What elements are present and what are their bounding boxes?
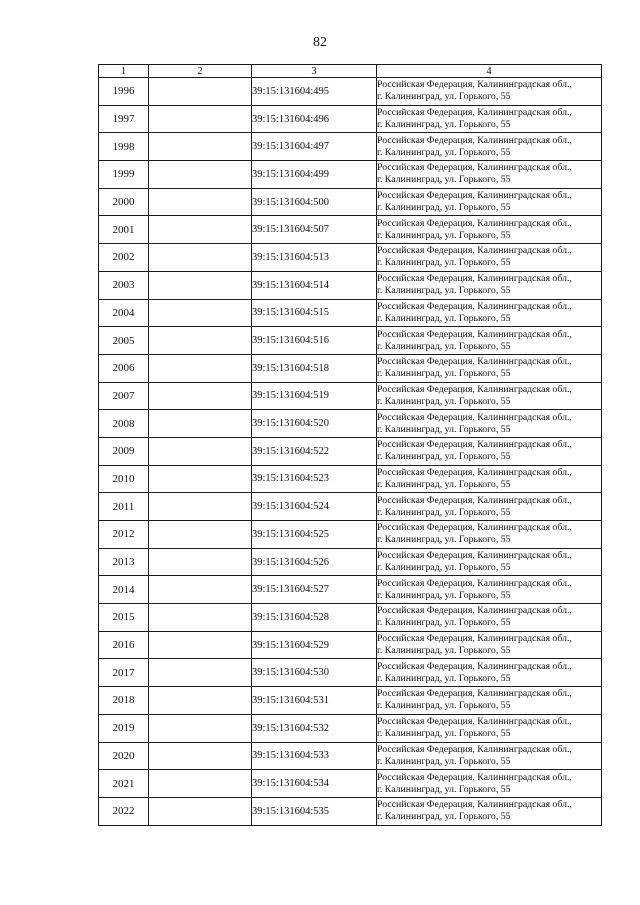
address-line-2: г. Калининград, ул. Горького, 55 — [377, 119, 511, 131]
address-line-2: г. Калининград, ул. Горького, 55 — [377, 645, 511, 657]
cadastral-number-cell: 39:15:131604:522 — [252, 437, 377, 465]
cadastral-number-cell: 39:15:131604:528 — [252, 604, 377, 632]
row-number-cell: 2014 — [99, 576, 149, 604]
cadastral-number-cell: 39:15:131604:513 — [252, 244, 377, 272]
address-line-2: г. Калининград, ул. Горького, 55 — [377, 617, 511, 629]
table-row — [99, 687, 602, 715]
address-cell — [377, 576, 602, 604]
table-row — [99, 576, 602, 604]
address-line-1: Российская Федерация, Калининградская обл., — [377, 273, 572, 285]
address-line-1: Российская Федерация, Калининградская обл., — [377, 356, 572, 368]
table-row — [99, 78, 602, 106]
row-number-cell: 2004 — [99, 299, 149, 327]
header-col-3: 3 — [252, 65, 377, 78]
row-number-cell: 2013 — [99, 548, 149, 576]
address-cell — [377, 105, 602, 133]
row-number-cell: 2008 — [99, 410, 149, 438]
table-row — [99, 631, 602, 659]
row-number-cell: 2010 — [99, 465, 149, 493]
empty-cell — [149, 105, 252, 133]
address-line-1: Российская Федерация, Калининградская обл., — [377, 522, 572, 534]
registry-table — [98, 64, 602, 826]
address-line-2: г. Калининград, ул. Горького, 55 — [377, 91, 511, 103]
empty-cell — [149, 631, 252, 659]
address-cell — [377, 382, 602, 410]
address-cell — [377, 327, 602, 355]
address-line-2: г. Калининград, ул. Горького, 55 — [377, 395, 511, 407]
empty-cell — [149, 797, 252, 825]
table-row — [99, 382, 602, 410]
empty-cell — [149, 133, 252, 161]
address-line-2: г. Калининград, ул. Горького, 55 — [377, 783, 511, 795]
cadastral-number-cell: 39:15:131604:530 — [252, 659, 377, 687]
empty-cell — [149, 410, 252, 438]
cadastral-number-cell: 39:15:131604:527 — [252, 576, 377, 604]
table-row — [99, 161, 602, 189]
address-cell — [377, 797, 602, 825]
address-line-2: г. Калининград, ул. Горького, 55 — [377, 562, 511, 574]
table-row — [99, 465, 602, 493]
address-line-2: г. Калининград, ул. Горького, 55 — [377, 174, 511, 186]
table-header — [99, 65, 602, 78]
empty-cell — [149, 437, 252, 465]
address-line-2: г. Калининград, ул. Горького, 55 — [377, 285, 511, 297]
cadastral-number-cell: 39:15:131604:535 — [252, 797, 377, 825]
address-line-2: г. Калининград, ул. Горького, 55 — [377, 506, 511, 518]
address-line-2: г. Калининград, ул. Горького, 55 — [377, 700, 511, 712]
empty-cell — [149, 493, 252, 521]
address-line-1: Российская Федерация, Калининградская обл., — [377, 217, 572, 229]
table-row — [99, 244, 602, 272]
address-line-1: Российская Федерация, Калининградская обл., — [377, 550, 572, 562]
address-line-1: Российская Федерация, Калининградская обл., — [377, 328, 572, 340]
cadastral-number-cell: 39:15:131604:515 — [252, 299, 377, 327]
table-row — [99, 354, 602, 382]
table-row — [99, 327, 602, 355]
empty-cell — [149, 576, 252, 604]
empty-cell — [149, 382, 252, 410]
row-number-cell: 2011 — [99, 493, 149, 521]
row-number-cell: 2015 — [99, 604, 149, 632]
cadastral-number-cell: 39:15:131604:526 — [252, 548, 377, 576]
cadastral-number-cell: 39:15:131604:499 — [252, 161, 377, 189]
address-cell — [377, 714, 602, 742]
empty-cell — [149, 327, 252, 355]
row-number-cell: 2003 — [99, 271, 149, 299]
cadastral-number-cell: 39:15:131604:523 — [252, 465, 377, 493]
empty-cell — [149, 188, 252, 216]
address-line-2: г. Калининград, ул. Горького, 55 — [377, 534, 511, 546]
row-number-cell: 1997 — [99, 105, 149, 133]
row-number-cell: 2000 — [99, 188, 149, 216]
empty-cell — [149, 354, 252, 382]
address-cell — [377, 78, 602, 106]
address-line-1: Российская Федерация, Калининградская обл., — [377, 716, 572, 728]
table-row — [99, 299, 602, 327]
cadastral-number-cell: 39:15:131604:529 — [252, 631, 377, 659]
table-row — [99, 659, 602, 687]
row-number-cell: 2012 — [99, 521, 149, 549]
table-row — [99, 797, 602, 825]
empty-cell — [149, 244, 252, 272]
empty-cell — [149, 161, 252, 189]
table-row — [99, 188, 602, 216]
row-number-cell: 2019 — [99, 714, 149, 742]
row-number-cell: 2021 — [99, 770, 149, 798]
header-col-1: 1 — [99, 65, 149, 78]
address-cell — [377, 742, 602, 770]
address-line-2: г. Калининград, ул. Горького, 55 — [377, 811, 511, 823]
address-line-1: Российская Федерация, Калининградская обл., — [377, 494, 572, 506]
address-cell — [377, 299, 602, 327]
address-line-2: г. Калининград, ул. Горького, 55 — [377, 423, 511, 435]
address-cell — [377, 631, 602, 659]
address-line-1: Российская Федерация, Калининградская обл., — [377, 771, 572, 783]
row-number-cell: 2007 — [99, 382, 149, 410]
empty-cell — [149, 604, 252, 632]
cadastral-number-cell: 39:15:131604:525 — [252, 521, 377, 549]
address-line-2: г. Калининград, ул. Горького, 55 — [377, 229, 511, 241]
address-line-1: Российская Федерация, Калининградская обл., — [377, 162, 572, 174]
address-line-2: г. Калининград, ул. Горького, 55 — [377, 451, 511, 463]
address-cell — [377, 659, 602, 687]
address-line-2: г. Калининград, ул. Горького, 55 — [377, 755, 511, 767]
cadastral-number-cell: 39:15:131604:518 — [252, 354, 377, 382]
address-line-2: г. Калининград, ул. Горького, 55 — [377, 368, 511, 380]
empty-cell — [149, 742, 252, 770]
address-cell — [377, 548, 602, 576]
empty-cell — [149, 299, 252, 327]
address-cell — [377, 521, 602, 549]
empty-cell — [149, 271, 252, 299]
address-line-1: Российская Федерация, Калининградская обл., — [377, 799, 572, 811]
empty-cell — [149, 465, 252, 493]
cadastral-number-cell: 39:15:131604:496 — [252, 105, 377, 133]
cadastral-number-cell: 39:15:131604:495 — [252, 78, 377, 106]
address-line-1: Российская Федерация, Калининградская обл., — [377, 633, 572, 645]
header-col-2: 2 — [149, 65, 252, 78]
address-cell — [377, 465, 602, 493]
address-cell — [377, 354, 602, 382]
address-line-1: Российская Федерация, Калининградская обл., — [377, 605, 572, 617]
table-body — [99, 78, 602, 826]
cadastral-number-cell: 39:15:131604:534 — [252, 770, 377, 798]
row-number-cell: 2009 — [99, 437, 149, 465]
address-line-1: Российская Федерация, Калининградская обл., — [377, 190, 572, 202]
row-number-cell: 2018 — [99, 687, 149, 715]
cadastral-number-cell: 39:15:131604:532 — [252, 714, 377, 742]
row-number-cell: 2017 — [99, 659, 149, 687]
table-row — [99, 271, 602, 299]
table-row — [99, 770, 602, 798]
address-cell — [377, 687, 602, 715]
header-row — [99, 65, 602, 78]
address-cell — [377, 770, 602, 798]
table-row — [99, 548, 602, 576]
address-line-1: Российская Федерация, Калининградская обл., — [377, 577, 572, 589]
address-line-1: Российская Федерация, Калининградская обл., — [377, 660, 572, 672]
address-cell — [377, 437, 602, 465]
address-line-1: Российская Федерация, Калининградская обл., — [377, 383, 572, 395]
table-row — [99, 133, 602, 161]
address-line-1: Российская Федерация, Калининградская обл., — [377, 688, 572, 700]
address-line-1: Российская Федерация, Калининградская обл., — [377, 743, 572, 755]
address-line-1: Российская Федерация, Калининградская обл., — [377, 439, 572, 451]
empty-cell — [149, 687, 252, 715]
row-number-cell: 2001 — [99, 216, 149, 244]
cadastral-number-cell: 39:15:131604:520 — [252, 410, 377, 438]
empty-cell — [149, 521, 252, 549]
address-line-2: г. Калининград, ул. Горького, 55 — [377, 340, 511, 352]
cadastral-number-cell: 39:15:131604:500 — [252, 188, 377, 216]
table-row — [99, 742, 602, 770]
row-number-cell: 1996 — [99, 78, 149, 106]
address-cell — [377, 271, 602, 299]
address-line-1: Российская Федерация, Калининградская обл., — [377, 411, 572, 423]
header-col-4: 4 — [377, 65, 602, 78]
address-line-2: г. Калининград, ул. Горького, 55 — [377, 589, 511, 601]
row-number-cell: 2005 — [99, 327, 149, 355]
table-row — [99, 714, 602, 742]
address-cell — [377, 161, 602, 189]
table-row — [99, 437, 602, 465]
address-line-2: г. Калининград, ул. Горького, 55 — [377, 202, 511, 214]
empty-cell — [149, 659, 252, 687]
address-line-2: г. Калининград, ул. Горького, 55 — [377, 146, 511, 158]
empty-cell — [149, 216, 252, 244]
address-cell — [377, 133, 602, 161]
empty-cell — [149, 714, 252, 742]
table-row — [99, 604, 602, 632]
empty-cell — [149, 770, 252, 798]
address-line-1: Российская Федерация, Калининградская обл., — [377, 466, 572, 478]
table-row — [99, 493, 602, 521]
row-number-cell: 2002 — [99, 244, 149, 272]
row-number-cell: 2022 — [99, 797, 149, 825]
table-row — [99, 216, 602, 244]
address-cell — [377, 216, 602, 244]
address-cell — [377, 410, 602, 438]
cadastral-number-cell: 39:15:131604:533 — [252, 742, 377, 770]
address-line-2: г. Калининград, ул. Горького, 55 — [377, 312, 511, 324]
cadastral-number-cell: 39:15:131604:507 — [252, 216, 377, 244]
cadastral-number-cell: 39:15:131604:497 — [252, 133, 377, 161]
address-line-1: Российская Федерация, Калининградская обл., — [377, 300, 572, 312]
cadastral-number-cell: 39:15:131604:514 — [252, 271, 377, 299]
address-line-1: Российская Федерация, Калининградская обл., — [377, 79, 572, 91]
address-line-2: г. Калининград, ул. Горького, 55 — [377, 257, 511, 269]
cadastral-number-cell: 39:15:131604:524 — [252, 493, 377, 521]
cadastral-number-cell: 39:15:131604:531 — [252, 687, 377, 715]
page-number: 82 — [313, 35, 327, 50]
address-cell — [377, 188, 602, 216]
empty-cell — [149, 78, 252, 106]
row-number-cell: 2020 — [99, 742, 149, 770]
row-number-cell: 2016 — [99, 631, 149, 659]
empty-cell — [149, 548, 252, 576]
row-number-cell: 2006 — [99, 354, 149, 382]
address-cell — [377, 493, 602, 521]
address-line-1: Российская Федерация, Калининградская обл., — [377, 134, 572, 146]
cadastral-number-cell: 39:15:131604:519 — [252, 382, 377, 410]
row-number-cell: 1999 — [99, 161, 149, 189]
address-line-2: г. Калининград, ул. Горького, 55 — [377, 478, 511, 490]
table-row — [99, 410, 602, 438]
address-line-1: Российская Федерация, Калининградская обл., — [377, 245, 572, 257]
row-number-cell: 1998 — [99, 133, 149, 161]
address-cell — [377, 244, 602, 272]
address-line-2: г. Калининград, ул. Горького, 55 — [377, 728, 511, 740]
cadastral-number-cell: 39:15:131604:516 — [252, 327, 377, 355]
address-line-1: Российская Федерация, Калининградская обл., — [377, 107, 572, 119]
table-row — [99, 105, 602, 133]
table-row — [99, 521, 602, 549]
address-cell — [377, 604, 602, 632]
address-line-2: г. Калининград, ул. Горького, 55 — [377, 672, 511, 684]
